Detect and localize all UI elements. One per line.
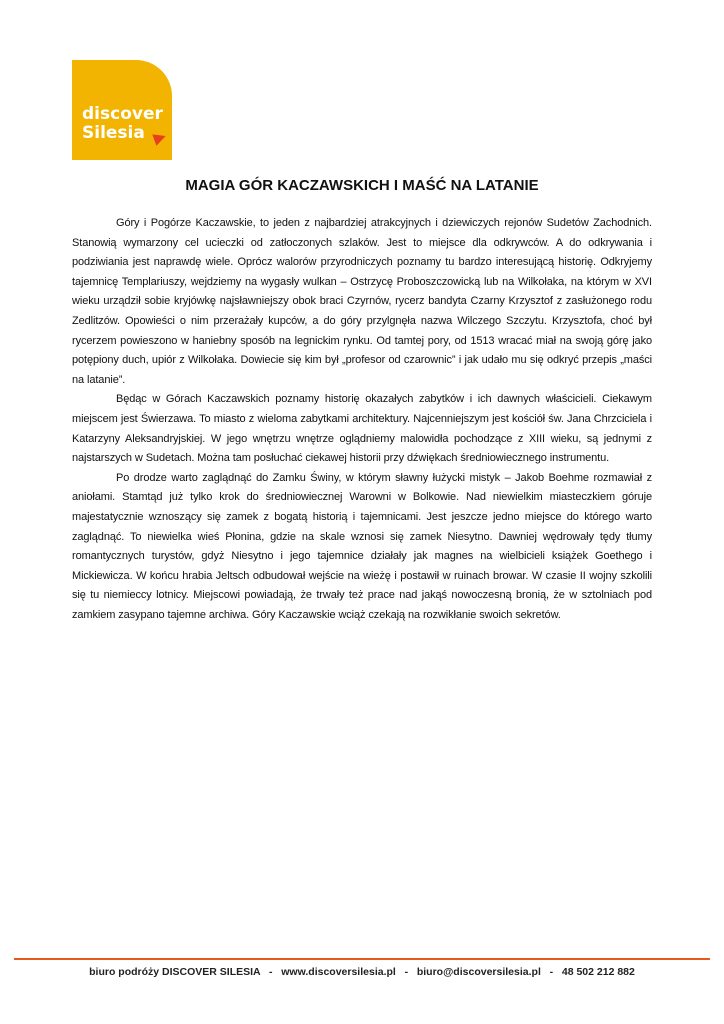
footer-separator: - xyxy=(395,966,417,978)
footer-separator: - xyxy=(540,966,562,978)
paragraph-3: Po drodze warto zaglądnąć do Zamku Świny, w którym sławny łużycki mistyk – Jakob Boehme rozmawiał z aniołami. Stamtąd już tylko krok do średniowiecznej Warowni w Bolkowie. Nad niewielkim miasteczkiem góruje majestatycznie wznoszący się zamek z bogatą historią i tajemnicami. Jest jeszcze jedno miejsce do którego warto zaglądnąć. To niewielka wieś Płonina, gdzie na skale wznosi się zamek Niesytno. Dawniej wędrowały tędy tłumy romantycznych turystów, gdyż Niesytno i jego tajemnice działały jak magnes na wielbicieli książek Goethego i Mickiewicza. W końcu hrabia Jeltsch odbudował wejście na wieżę i postawił w ruinach browar. W czasie II wojny szkolili się tu niemieccy lotnicy. Miejscowi powiadają, że trwały też prace nad jakąś nowoczesną bronią, że w sztolniach pod zamkiem zasypano tajemne archiwa. Góry Kaczawskie wciąż czekają na rozwikłanie swoich sekretów. xyxy=(72,471,652,621)
discover-silesia-logo xyxy=(72,60,172,160)
logo-text-discover: discover xyxy=(82,104,163,124)
logo-arrow-icon xyxy=(152,130,167,145)
footer-website[interactable]: www.discoversilesia.pl xyxy=(281,966,396,978)
paragraph-1: Góry i Pogórze Kaczawskie, to jeden z najbardziej atrakcyjnych i dziewiczych rejonów Sudetów Zachodnich. Stanowią wymarzony cel ucieczki od zatłoczonych szlaków. Jest to miejsce dla odkrywców. A do odkrywania i podziwiania jest naprawdę wiele. Oprócz walorów przyrodniczych poznamy tu bardzo interesującą historię. Odkryjemy tajemnicę Templariuszy, wejdziemy na wygasły wulkan – Ostrzycę Proboszczowicką lub na Wilkołaka, na którym w XVI wieku urządził sobie kryjówkę najsławniejszy obok braci Czyrnów, rycerz bandyta Czarny Krzysztof z zasłużonego rodu Zedlitzów. Opowieści o nim przerażały kupców, a do góry przylgnęła nazwa Wilczego Szczytu. Krzysztofa, choć był rycerzem powieszono w haniebny sposób na legnickim rynku. Od tamtej pory, od 1513 wracać miał na swoją górę jako potępiony duch, upiór z Wilkołaka. Dowiecie się kim był „profesor od czarownic” i jak udało mu się odkryć przepis „maści na latanie”. xyxy=(72,217,652,386)
footer xyxy=(14,965,710,979)
paragraph-2: Będąc w Górach Kaczawskich poznamy historię okazałych zabytków i ich dawnych właścicieli. Ciekawym miejscem jest Świerzawa. To miasto z wieloma zabytkami architektury. Najcenniejszym jest kościół św. Jana Chrzciciela i Katarzyny Aleksandryjskiej. W jego wnętrzu wnętrze oglądniemy malowidła pochodzące z XIII wieku, są jednymi z najstarszych w Sudetach. Można tam posłuchać ciekawej historii przy dźwiękach średniowiecznego instrumentu. xyxy=(72,393,652,465)
document-title: MAGIA GÓR KACZAWSKICH I MAŚĆ NA LATANIE xyxy=(185,177,539,194)
footer-company: biuro podróży DISCOVER SILESIA xyxy=(89,966,261,978)
footer-divider xyxy=(14,958,710,960)
footer-phone: 48 502 212 882 xyxy=(561,966,635,978)
document-body xyxy=(72,214,652,625)
footer-email[interactable]: biuro@discoversilesia.pl xyxy=(416,966,541,978)
logo-text-silesia: Silesia xyxy=(82,123,145,143)
footer-separator: - xyxy=(260,966,282,978)
